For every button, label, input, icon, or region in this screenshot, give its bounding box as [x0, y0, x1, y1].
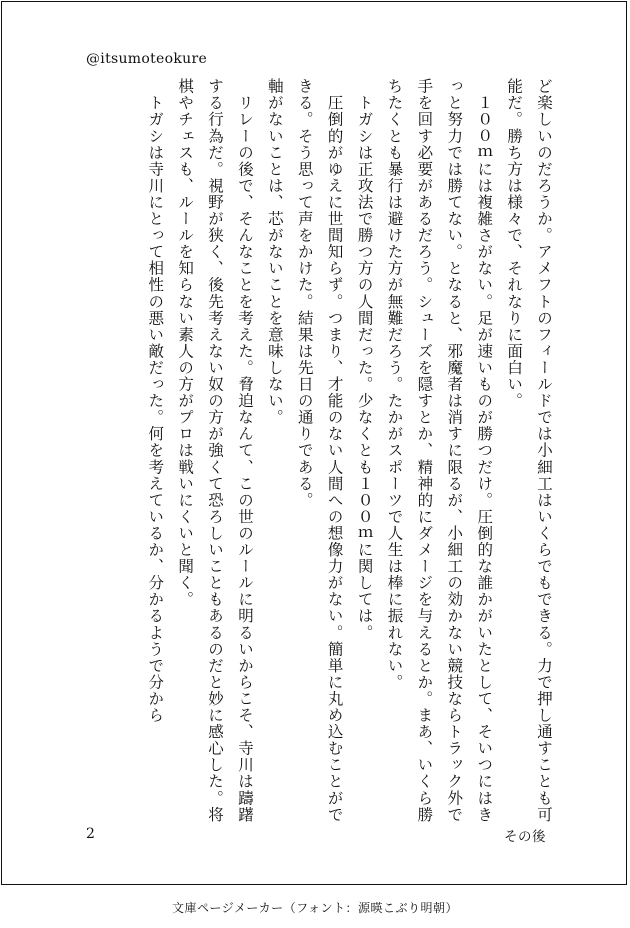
- paragraph: トガシは寺川にとって相性の悪い敵だった。何を考えているか、分かるようで分から: [146, 78, 165, 724]
- paragraph: リレーの後で、そんなことを考えた。脅迫なんて、この世のルールに明るいからこそ、寺川は躊躇する行為だ。視野が狭く、後先考えない奴の方が強くて恐ろしいこともあるのだと妙に感心した。将棋やチェスも、ルールを知らない素人の方がプロは戦いにくいと聞く。: [176, 78, 254, 823]
- paragraph: 軸がないことは、芯がないことを意味しない。: [265, 78, 284, 426]
- chapter-title: その後: [504, 829, 546, 845]
- vertical-body-text: [77, 78, 558, 823]
- paragraph: １００ｍには複雑さがない。足が速いものが勝つだけ。圧倒的な誰かがいたとして、そいつにはきっと努力では勝てない。となると、邪魔者は消すに限るが、小細工の効かない競技ならトラック外で手を回す必要があるだろう。シューズを隠すとか、精神的にダメージを与えるとか。まあ、いくら勝ちたくとも暴行は避けた方が無難だろう。たかがスポーツで人生は棒に振れない。: [385, 78, 494, 823]
- paragraph: トガシは正攻法で勝つ方の人間だった。少なくとも１００ｍに関しては。: [355, 78, 374, 641]
- generator-credit: 文庫ページメーカー（フォント：源暎こぶり明朝）: [171, 901, 459, 915]
- page-frame: [1, 1, 627, 885]
- paragraph: 圧倒的がゆえに世間知らず。つまり、才能のない人間への想像力がない。簡単に丸め込むことができる。そう思って声をかけた。結果は先日の通りである。: [295, 78, 344, 823]
- author-handle: @itsumoteokure: [86, 51, 208, 67]
- paragraph: ど楽しいのだろうか。アメフトのフィールドでは小細工はいくらでもできる。力で押し通すことも可能だ。勝ち方は様々で、それなりに面白い。: [505, 78, 553, 823]
- page-number: 2: [86, 826, 95, 842]
